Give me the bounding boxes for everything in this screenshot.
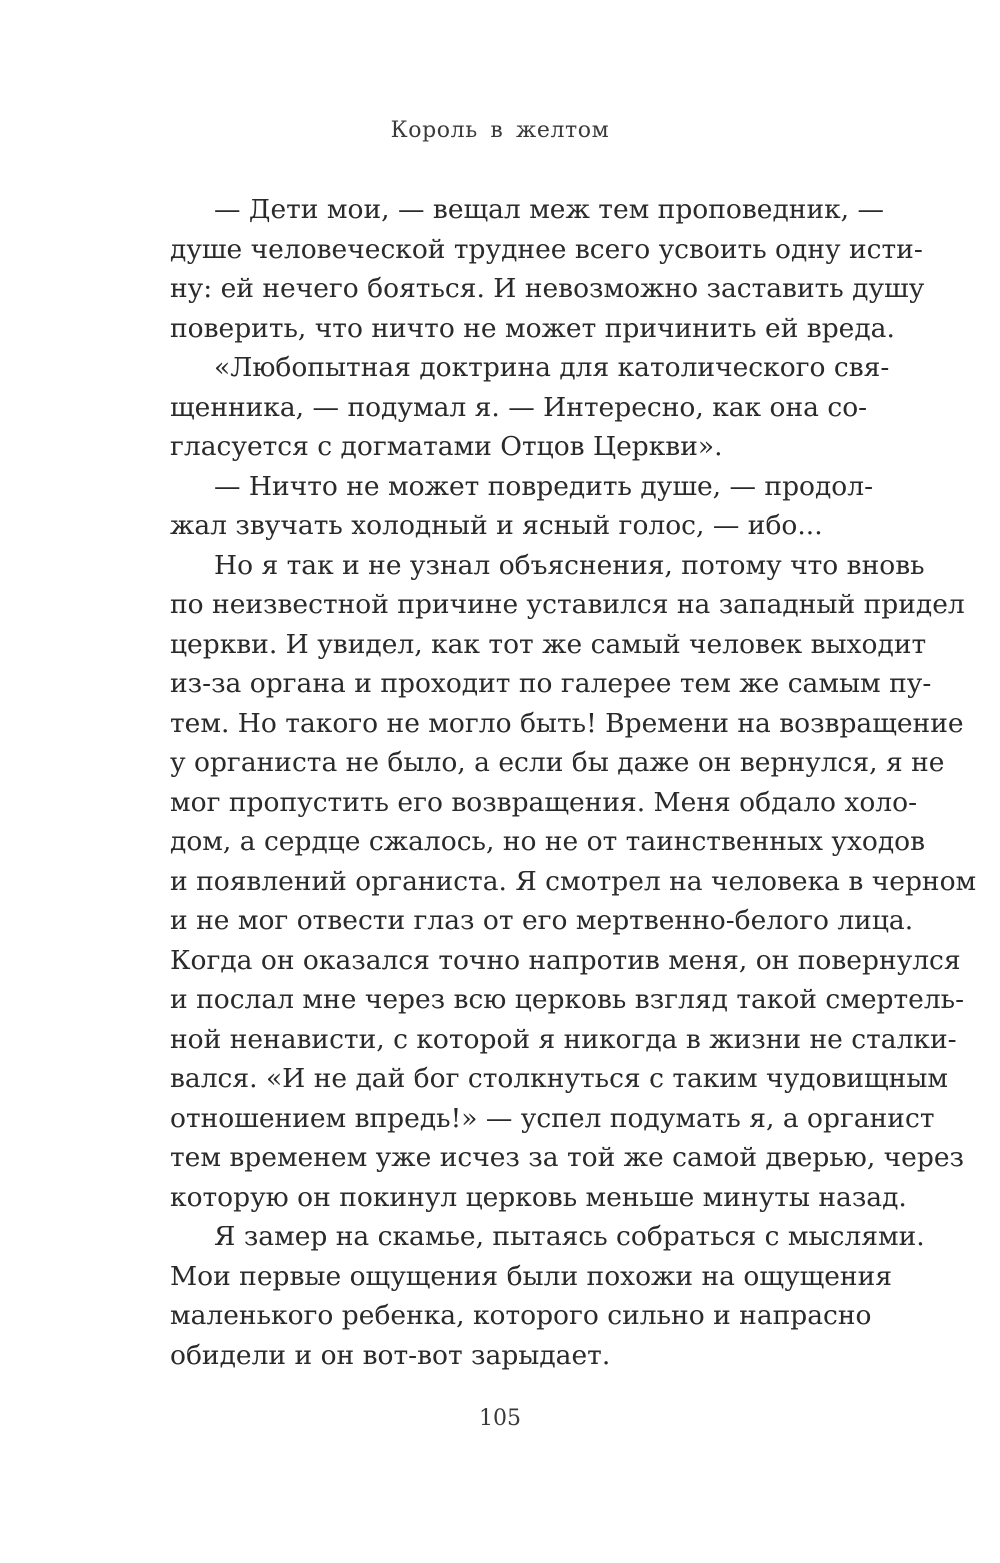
text-line: и появлений органиста. Я смотрел на человека в черном — [170, 865, 977, 897]
text-line: отношением впредь!» — успел подумать я, а органист — [170, 1102, 935, 1134]
text-line: Но я так и не узнал объяснения, потому что вновь — [214, 549, 925, 581]
text-line: гласуется с догматами Отцов Церкви». — [170, 431, 723, 462]
text-line: тем. Но такого не могло быть! Времени на возвращение — [170, 707, 964, 739]
text-line: церкви. И увидел, как тот же самый человек выходит — [170, 628, 927, 660]
paragraph-4 — [126, 546, 977, 1218]
page-number: 105 — [479, 1406, 521, 1431]
text-line: и послал мне через всю церковь взгляд такой смертель- — [170, 984, 965, 1015]
paragraph-1 — [126, 190, 925, 348]
text-line: щенника, — подумал я. — Интересно, как она со- — [170, 391, 868, 423]
paragraph-3 — [126, 467, 874, 546]
text-line: дом, а сердце сжалось, но не от таинственных уходов — [170, 826, 926, 857]
running-head: Король в желтом — [390, 118, 610, 143]
text-line: и не мог отвести глаз от его мертвенно-белого лица. — [170, 905, 914, 936]
text-line: «Любопытная доктрина для католического свя- — [214, 352, 890, 383]
text-line: — Дети мои, — вещал меж тем проповедник, — — [214, 194, 885, 225]
text-line: которую он покинул церковь меньше минуты назад. — [170, 1181, 907, 1213]
text-line: вался. «И не дай бог столкнуться с таким чудовищным — [170, 1063, 949, 1094]
paragraph-2 — [126, 348, 890, 467]
text-line: из-за органа и проходит по галерее тем же самым пу- — [170, 668, 932, 699]
text-line: ну: ей нечего бояться. И невозможно заставить душу — [170, 273, 925, 304]
text-line: у органиста не было, а если бы даже он вернулся, я не — [170, 747, 945, 778]
text-line: по неизвестной причине уставился на западный придел — [170, 589, 965, 620]
text-line: обидели и он вот-вот зарыдает. — [170, 1339, 611, 1371]
text-line: поверить, что ничто не может причинить ей вреда. — [170, 312, 895, 344]
text-line: — Ничто не может повредить душе, — продол- — [214, 470, 874, 502]
text-line: мог пропустить его возвращения. Меня обдало холо- — [170, 786, 918, 818]
text-line: Когда он оказался точно напротив меня, он повернулся — [170, 944, 961, 976]
text-line: Мои первые ощущения были похожи на ощущения — [170, 1260, 892, 1292]
text-line: тем временем уже исчез за той же самой дверью, через — [170, 1142, 964, 1173]
text-line: ной ненависти, с которой я никогда в жизни не сталки- — [170, 1023, 957, 1055]
text-line: Я замер на скамье, пытаясь собраться с мыслями. — [214, 1221, 925, 1252]
body-text — [126, 190, 977, 1375]
text-line: жал звучать холодный и ясный голос, — ибо... — [170, 510, 823, 541]
text-line: маленького ребенка, которого сильно и напрасно — [170, 1300, 872, 1331]
paragraph-5 — [126, 1217, 925, 1375]
text-line: душе человеческой труднее всего усвоить одну исти- — [170, 233, 923, 265]
